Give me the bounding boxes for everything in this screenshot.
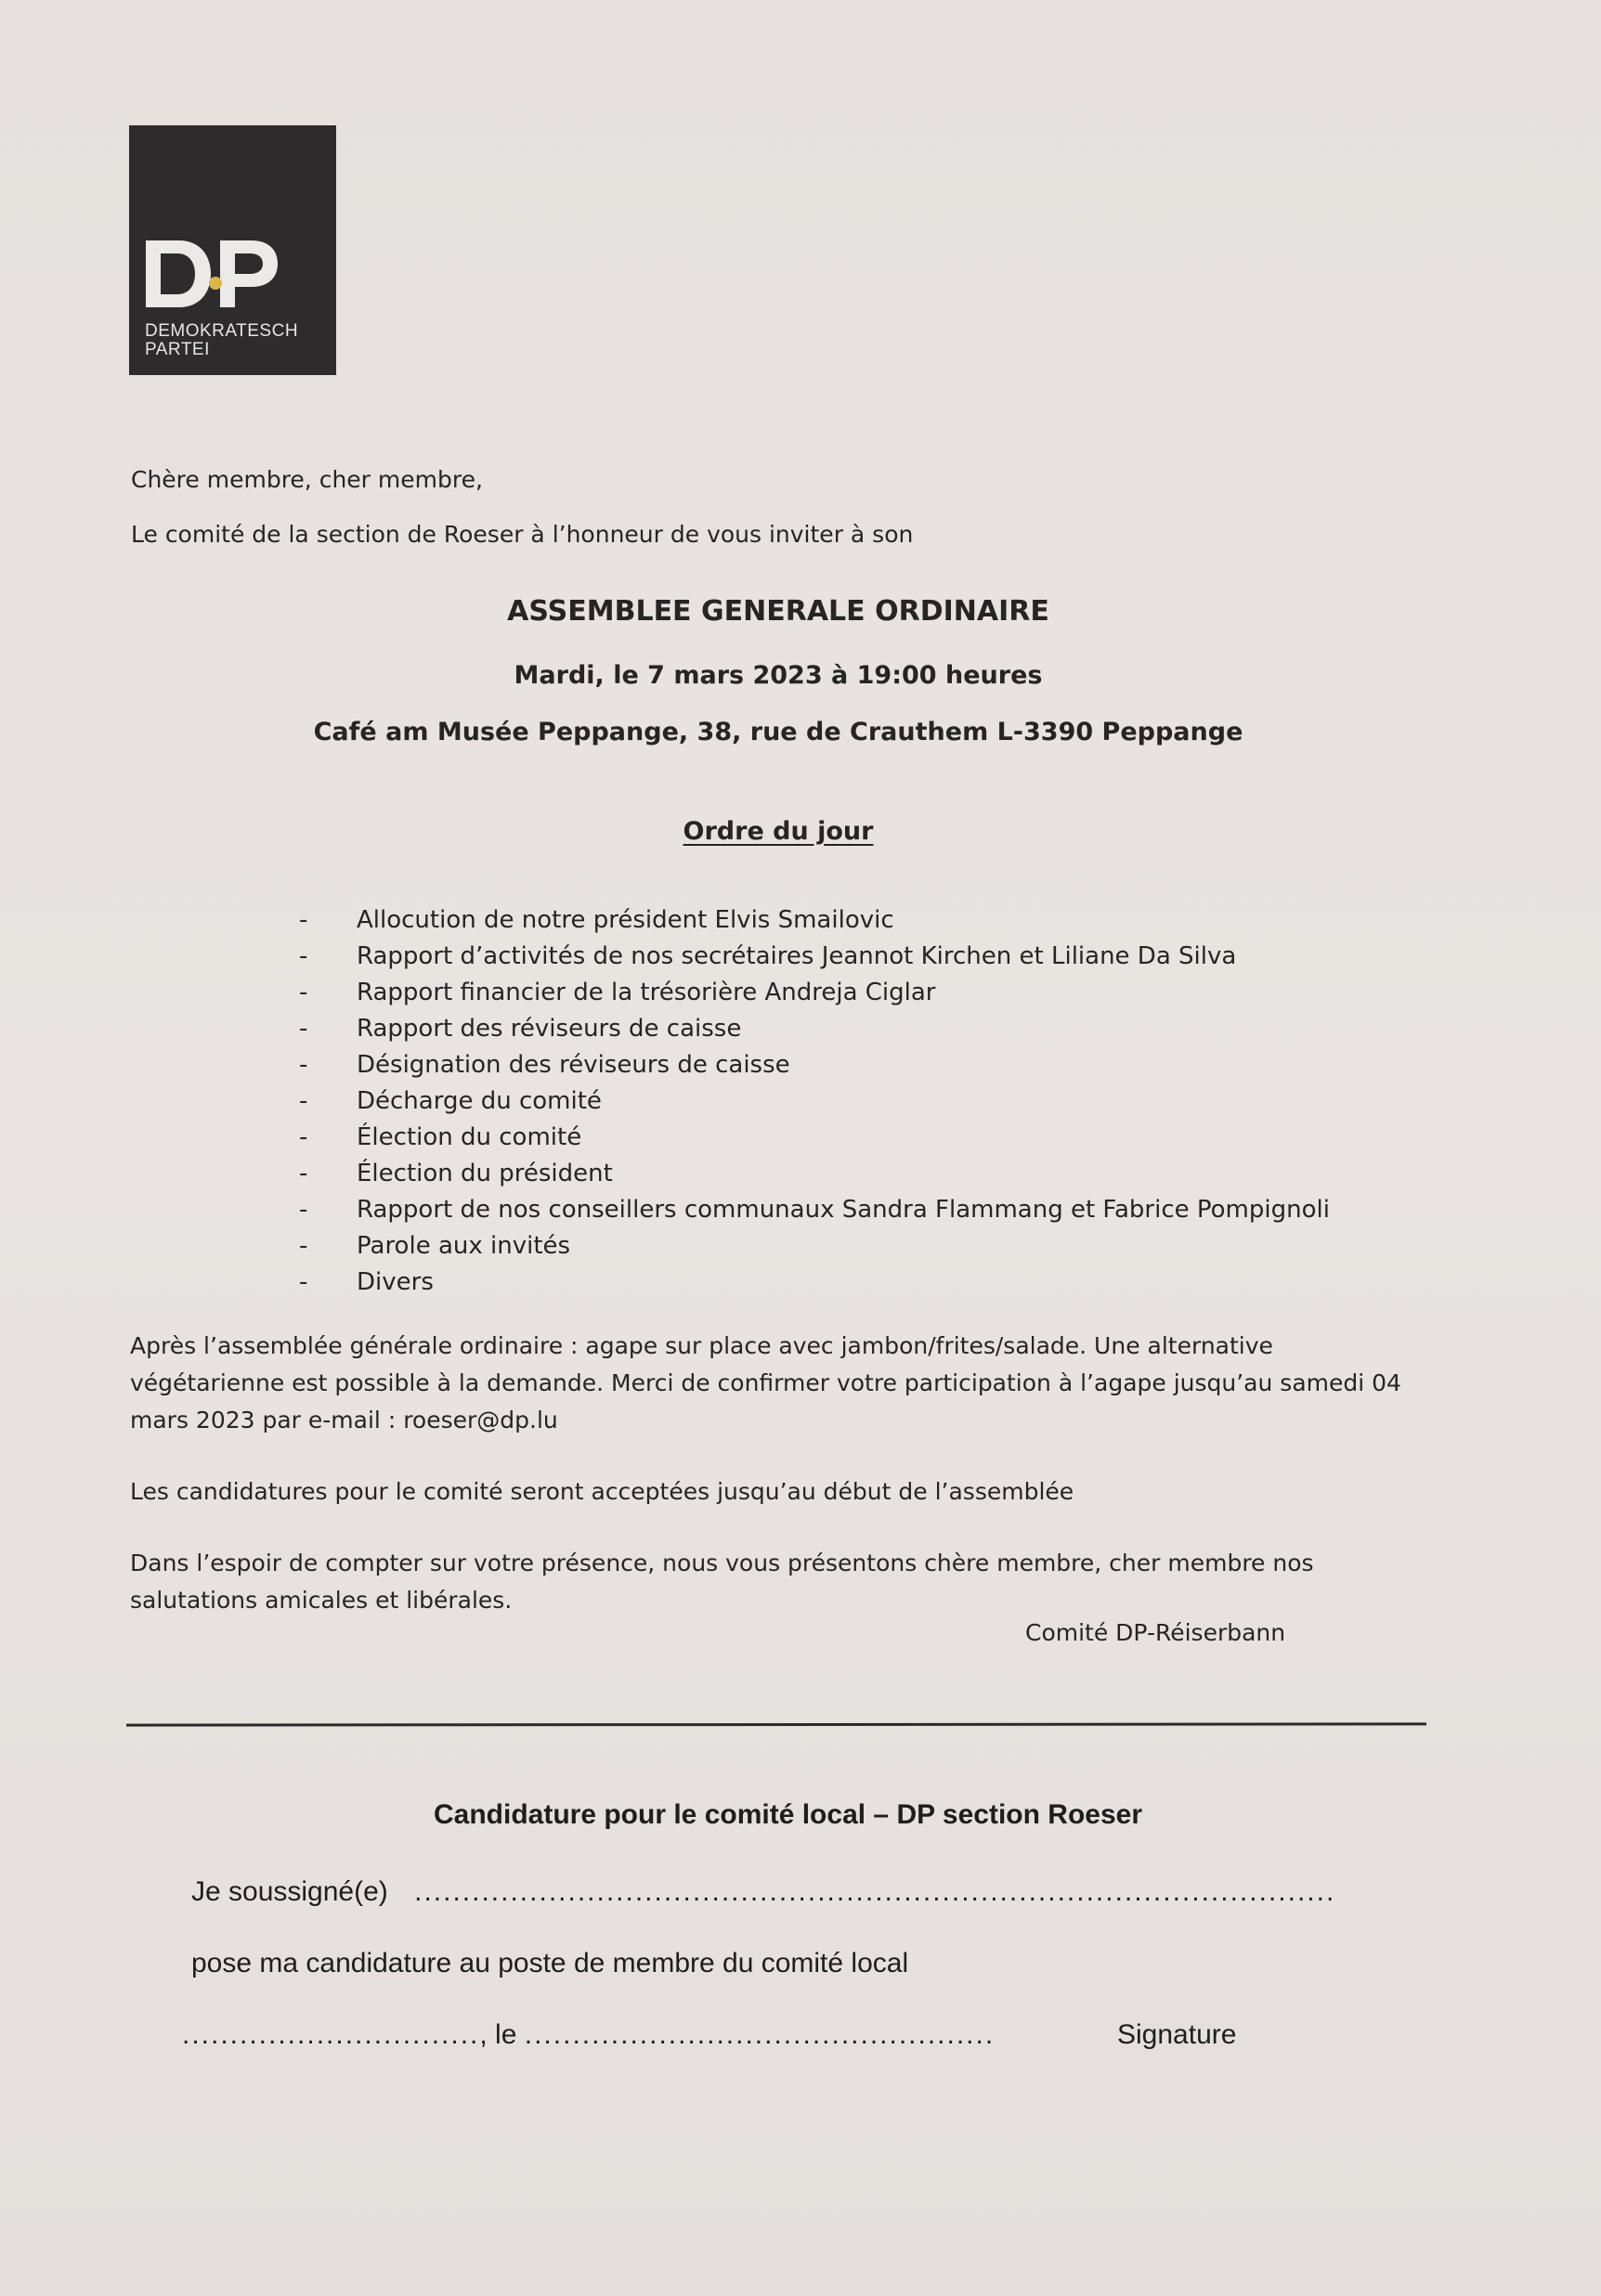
date-blank-field[interactable]: ................................................. [524,2019,996,2050]
agenda-item-text: Rapport d’activités de nos secrétaires Jeannot Kirchen et Liliane Da Silva [357,942,1237,970]
candidatures-note: Les candidatures pour le comité seront acceptées jusqu’au début de l’assemblée [130,1478,1074,1505]
date-separator: , le [479,2019,517,2050]
agenda-item-text: Allocution de notre président Elvis Smailovic [357,906,894,934]
agenda-item-text: Rapport des réviseurs de caisse [357,1015,742,1043]
dp-logo-mark-icon [142,235,281,311]
bullet: - [299,906,308,934]
letter-signature: Comité DP-Réiserbann [1025,1619,1286,1646]
bullet: - [299,1015,308,1043]
bullet: - [299,942,308,970]
bullet: - [299,1160,308,1187]
form-title: Candidature pour le comité local – DP section Roeser [434,1799,1142,1830]
agape-line: végétarienne est possible à la demande. Merci de confirmer votre participation à l’agape jusqu’au samedi 04 [130,1369,1401,1396]
agenda-item-text: Élection du président [357,1160,613,1187]
agenda-item-text: Décharge du comité [357,1087,602,1115]
agenda-title [0,817,1556,846]
form-line-candidacy: pose ma candidature au poste de membre du comité local [191,1948,909,1978]
agenda-item-text: Divers [357,1268,434,1296]
dp-logo-text [145,322,298,359]
bullet: - [299,1232,308,1260]
name-blank-field[interactable]: ................................................................................................ [414,1876,1336,1907]
agenda-item-text: Désignation des réviseurs de caisse [357,1051,790,1079]
closing-line: Dans l’espoir de compter sur votre présence, nous vous présentons chère membre, cher membre nos [130,1550,1314,1576]
form-line-name [191,1876,1335,1908]
closing-paragraph [130,1545,1449,1619]
logo-line-2: PARTEI [145,340,210,359]
bullet: - [299,1087,308,1115]
agape-line: Après l’assemblée générale ordinaire : agape sur place avec jambon/frites/salade. Une alternative [130,1332,1273,1359]
bullet: - [299,1123,308,1151]
event-title: ASSEMBLEE GENERALE ORDINAIRE [507,595,1049,628]
form-line-place-date [182,2019,995,2051]
agenda-item-text: Rapport de nos conseillers communaux Sandra Flammang et Fabrice Pompignoli [357,1196,1330,1224]
agenda-item-text: Élection du comité [357,1123,582,1151]
event-place: Café am Musée Peppange, 38, rue de Crauthem L-3390 Peppange [313,718,1243,746]
salutation: Chère membre, cher membre, [131,466,483,493]
bullet: - [299,1268,308,1296]
bullet: - [299,1051,308,1079]
agenda-item-text: Rapport financier de la trésorière Andreja Ciglar [357,979,936,1006]
logo-line-1: DEMOKRATESCH [145,321,299,341]
agenda-item-text: Parole aux invités [357,1232,571,1260]
closing-line: salutations amicales et libérales. [130,1587,513,1614]
event-date: Mardi, le 7 mars 2023 à 19:00 heures [514,661,1043,690]
agape-line: mars 2023 par e-mail : roeser@dp.lu [130,1407,558,1433]
undersigned-label: Je soussigné(e) [191,1876,388,1907]
bullet: - [299,979,308,1006]
intro-line: Le comité de la section de Roeser à l’honneur de vous inviter à son [131,521,914,548]
agape-paragraph [130,1328,1449,1439]
agenda-title-text: Ordre du jour [683,817,874,846]
dp-logo [129,125,336,375]
place-blank-field[interactable]: ............................... [182,2019,480,2050]
signature-label: Signature [1117,2019,1237,2050]
bullet: - [299,1196,308,1224]
divider-line [126,1722,1426,1726]
